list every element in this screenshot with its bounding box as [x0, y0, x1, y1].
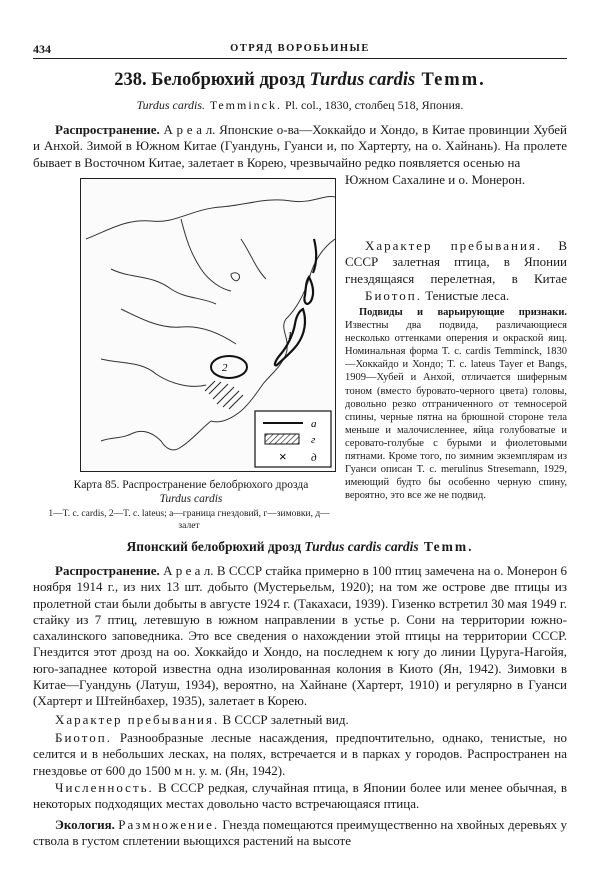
legend-a: а [311, 418, 317, 430]
article-reference [33, 98, 567, 113]
page-number: 434 [33, 42, 51, 56]
title-latin: Turdus cardis [309, 70, 416, 90]
coastline-south [101, 421, 211, 450]
map-caption-text: Карта 85. Распространение белобрюхого дрозда [73, 479, 309, 491]
distribution2-lead: А р е а л. [163, 563, 214, 578]
stay2-lead: Характер пребывания. [55, 712, 220, 727]
ref-author: Temminck. [205, 98, 282, 112]
subspecies-paragraph [345, 306, 567, 525]
distribution-text-full: Японские о-ва—Хоккайдо и Хондо, в Китае провинции Хубей и Анхой. Зимой в Южном Китае (Гуандунь, Гуанси и, по Хартерту, на о. Хайнань). На пролете бывает в Восточном Китае, залетает в Корею, чрезвычайно редко появляется осенью на [33, 122, 567, 170]
sakhalin [313, 239, 316, 273]
range-ellipse [211, 356, 247, 378]
distribution2-head: Распространение. [55, 563, 160, 578]
coastline-north [86, 196, 335, 239]
title-author: Temm. [415, 70, 486, 90]
ref-latin: Turdus cardis. [136, 98, 206, 112]
stay-lead: Характер пребывания. [365, 238, 543, 253]
distribution-map [80, 178, 336, 472]
legend-g: г [311, 434, 316, 446]
title-prefix: 238. Белобрюхий дрозд [114, 70, 310, 90]
stay2-paragraph [33, 712, 567, 728]
stay2-text: В СССР залетный вид. [219, 712, 349, 727]
distribution-continuation [345, 172, 567, 237]
distribution2-paragraph [33, 563, 567, 711]
subspecies-title-author: Temm. [418, 539, 474, 554]
biotop2-paragraph [33, 730, 567, 780]
map-caption [42, 478, 340, 506]
page-header [33, 38, 567, 59]
subspecies-head: Подвиды и варьирующие признаки. [359, 307, 567, 318]
subspecies-text: Известны два подвида, различающиеся несколько оттенками оперения и окраской яиц. Номинальная форма T. c. cardis Temminck, 1830—Хоккайдо и Хондо; T. c. lateus Tayer et Bangs, 1909—Хубей и Анхой, отличается шиферным тоном (вместо буровато-черного цвета) головы, довольно резко отграниченного от темносерой спины, черные пятна на брюшной стороне тела меньше и малочисленнее, яйца голубоватые и серовато-голубые с бурыми и фиолетовыми пятнами. Кроме того, по зимним экземплярам из Гуанси описан T. c. merulinus Stresemann, 1929, имеющий будто бы особенно черную спину, вероятно, это все же не подвид. [345, 320, 567, 502]
count-lead: Численность. [55, 780, 154, 795]
map-legend [255, 411, 331, 467]
river-5 [241, 239, 266, 279]
lake [231, 273, 239, 281]
biotop2-text: Разнообразные лесные насаждения, предпочтительно, однако, тенистые, но селится и в небольших лесках, на полях, встречается и в парках у городов. Распространен на гнездовье от 600 до 1500 м н. у. м. (Ян, 1942). [33, 730, 567, 778]
river-2 [121, 309, 236, 344]
subspecies-title-latin: Turdus cardis cardis [304, 539, 419, 554]
distribution-paragraph [33, 122, 567, 172]
map-caption-latin: Turdus cardis [159, 493, 223, 505]
map-label-2: 2 [222, 362, 228, 374]
river-1 [111, 269, 216, 304]
ecology-paragraph [33, 817, 567, 851]
distribution-lead: А р е а л. [163, 122, 216, 137]
biotop-paragraph [345, 288, 567, 304]
stay-paragraph [345, 238, 567, 286]
running-title: ОТРЯД ВОРОБЬИНЫЕ [230, 43, 370, 54]
stay-text: В СССР залетная птица, в Японии гнездящаяся перелетная, в Китае [345, 238, 567, 286]
subspecies-title-prefix: Японский белобрюхий дрозд [126, 539, 305, 554]
coastline-east [211, 239, 335, 422]
biotop2-lead: Биотоп. [55, 730, 112, 745]
count-paragraph [33, 780, 567, 814]
winter-hatch [205, 381, 243, 409]
distribution-head: Распространение. [55, 122, 160, 137]
subspecies-title [33, 539, 567, 555]
ref-rest: Pl. col., 1830, столбец 518, Япония. [282, 98, 464, 112]
river-3 [181, 219, 231, 291]
biotop-text: Тенистые леса. [421, 288, 510, 303]
legend-cross: × [279, 449, 287, 464]
count-text: В СССР редкая, случайная птица, в Японии более или менее обычная, в некоторых подходящих местах довольно часто встречающаяся птица. [33, 780, 567, 812]
distribution-cont-text: Южном Сахалине и о. Монерон. [345, 172, 526, 187]
map-label-1: 1 [287, 330, 293, 342]
legend-d: д [311, 452, 317, 464]
article-title [33, 70, 567, 91]
ecology-text: Гнезда помещаются преимущественно на хвойных деревьях у ствола в густом сплетении вьющихся растений на высоте [33, 817, 567, 849]
map-drawing [81, 179, 335, 471]
biotop-lead: Биотоп. [365, 288, 422, 303]
river-4 [101, 359, 206, 386]
distribution2-text: В СССР стайка примерно в 100 птиц замечена на о. Монерон 6 ноября 1914 г., из них 13 шт. добыто (Мустерьельм, 1920); на том же острове две птицы из пролетной стаи были добыты в августе 1924 г. (Такахаси, 1939). Гизенко встретил 30 мая 1949 г. стайку из 7 птиц, летевшую в южном направлении в устье р. Сони на территории южно-сахалинского заповедника. Это все сведения о нахождении этой птицы на территории СССР. Гнездится этот дрозд на оо. Хоккайдо и Хондо, на последнем к югу до линии Цуруга-Нагойя, юго-западнее которой известна одна изолированная колония в Киото (Ян, 1942). Зимовки в Китае—Гуандунь (Латуш, 1934), вероятно, на Хайнане (Хартерт, 1910) и регулярно в Гуанси (Хартерт и Штейнбахер, 1935), залетает в Корею. [33, 563, 567, 709]
ecology-lead: Размножение. [118, 817, 220, 832]
map-caption-sub: 1—T. c. cardis, 2—T. c. lateus; а—граница гнездовий, г—зимовки, д—залет [48, 509, 330, 531]
ecology-head: Экология. [55, 817, 115, 832]
legend-hatch-swatch [265, 434, 299, 444]
